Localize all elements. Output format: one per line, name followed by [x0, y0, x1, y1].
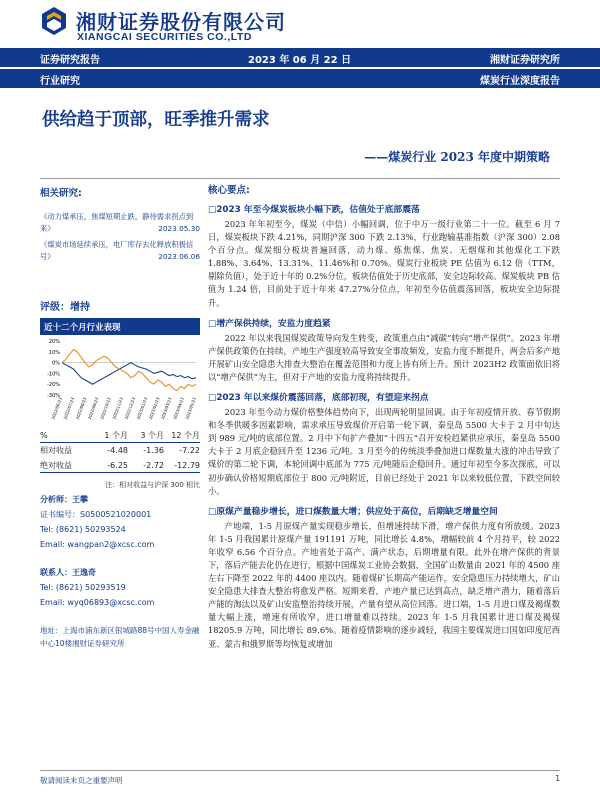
address: 地址：上海市浦东新区银城路88号中国人寿金融中心10楼湘财证券研究所 [40, 626, 200, 648]
x-tick-label: 2023/05/23 [184, 396, 197, 421]
report-date: 2023 年 06 月 22 日 [248, 55, 352, 66]
x-tick-label: 2023/01/23 [135, 396, 149, 421]
footer-disclaimer[interactable]: 敬请阅读末页之重要声明 [40, 776, 123, 785]
report-type: 证券研究报告 [40, 55, 100, 66]
performance-line-chart [40, 337, 200, 427]
x-tick-label: 2022/08/23 [74, 396, 88, 421]
section-heading: □ 增产保供持续，安监力度趋紧 [208, 316, 560, 329]
related-item[interactable]: 《煤炭市场延续承压，电厂库存去化释放积极信号》 2023.06.06 [40, 240, 200, 261]
analyst-cert: 证书编号：S0500521020001 [40, 510, 152, 519]
industry-label: 行业研究 [40, 76, 80, 87]
contact-block [40, 565, 154, 610]
header-bar-top [0, 48, 600, 67]
y-tick-label: -30% [47, 393, 60, 399]
x-tick-label: 2022/07/23 [62, 396, 76, 421]
x-tick-label: 2022/06/23 [50, 396, 63, 421]
y-tick-label: -10% [47, 371, 60, 378]
x-tick-label: 2023/02/23 [147, 396, 161, 421]
table-row: 绝对收益 -6.25 -2.72 -12.79 [40, 458, 200, 473]
brand-name-en: XIANGCAI SECURITIES CO.,LTD [77, 31, 252, 43]
x-tick-label: 2022/11/23 [111, 396, 124, 421]
header-bar-bottom [0, 69, 600, 88]
series-line-1 [62, 350, 196, 391]
chart-title: 近十二个月行业表现 [40, 318, 200, 335]
section-body: 2023 年至今动力煤价格整体趋势向下，出现两轮明显回调。由于年初疫情开放、春节假期和冬季供暖多因素影响，需求承压导致煤价开启第一轮下调，秦皇岛 5500 大卡于 2 月中旬达到 989 元/吨的底部位置。2 月中下旬扩产叠加“十四五”召开安检趋紧供应承压，秦皇岛 5500 大卡于 2 月底企稳回升至 1236 元/吨。3 月至今的传统淡季叠加进口煤数量大涨的冲击导致了煤价的第二轮下调，本轮回调中底部为 775 元/吨随后企稳回升。通过年初至今多次探底，可以初步确认价格短期底部位于 800 元/吨附近，目前已经处于 2021 年以来较低位置，下跌空间较小。 [208, 407, 560, 496]
section-body: 2022 年以来我国煤炭政策导向发生转变，政策重点由“减碳”转向“增产保供”。2023 年增产保供政策仍在持续，产地生产强度较高导致安全事故频发，安监力度不断提升，两会后多产地开展矿山安全隐患大排查大整治在覆盖范围和力度上皆有所上升。预计 2023H2 政策面依旧将以“增产保供”为主，但对于产地的安监力度将持续提升。 [208, 332, 560, 382]
table-header-row: % 1 个月 3 个月 12 个月 [40, 428, 200, 443]
report-title: 供给趋于顶部，旺季推升需求 [42, 110, 270, 130]
xiangcai-logo-icon [40, 6, 68, 36]
section-body: 产地端，1-5 月原煤产量实现稳步增长，但增速持续下滑，增产保供力度有所放缓。2023 年 1-5 月我国累计原煤产量 191191 万吨，同比增长 4.8%，增幅较前 4 个月持平，较 2022 年收窄 6.56 个百分点。产地省处于高产、满产状态，后期增量有限。此外在增产保供的背景下，落后产能去化仍在进行，根据中国煤炭工业协会数据，全国矿山数量由 2021 年的 4500 座左右下降至 2022 年的 4400 座以内。随着煤矿长期高产能运作，安全隐患压力持续增大，矿山安全隐患大排查大整治将愈发严格。短期来看，产地产量已达到高点，缺乏增产潜力，随着落后产能的淘汰以及矿山安监整治持续开展，产量有望从高位回落。进口端，1-5 月进口煤及褐煤数量大幅上涨，增速有所收窄，进口增量难以持续。2023 年 1-5 月我国累计进口煤及褐煤 18205.9 万吨，同比增长 89.6%。随着疫情影响的逐步减轻，我国主要煤炭进口国如印度尼西亚、蒙古和俄罗斯等均恢复或增加 [208, 520, 560, 649]
analyst-block [40, 492, 154, 552]
analyst-name: 分析师：王攀 [40, 495, 88, 504]
table-row: 相对收益 -4.48 -1.36 -7.22 [40, 446, 200, 455]
institute-name: 湘财证券研究所 [490, 55, 560, 66]
report-kind: 煤炭行业深度报告 [480, 76, 560, 87]
analyst-email[interactable]: Email: wangpan2@xcsc.com [40, 540, 155, 549]
x-tick-label: 2022/10/23 [99, 396, 112, 421]
report-subtitle: ——煤炭行业 2023 年度中期策略 [364, 150, 550, 164]
analyst-tel: Tel: (8621) 50293524 [40, 525, 126, 534]
section-heading: □ 2023 年至今煤炭板块小幅下跌，估值处于底部震荡 [208, 202, 560, 215]
related-item[interactable]: 《动力煤承压，焦煤短期止跌，静待需求拐点到来》 2023.05.30 [40, 212, 200, 233]
key-points-heading: 核心要点: [208, 185, 250, 196]
series-line-0 [62, 363, 196, 385]
table-note: 注：相对收益与沪深 300 相比 [105, 481, 200, 489]
section-body: 2023 年年初至今，煤炭（中信）小幅回调，位于中万一级行业第二十一位。截至 6 月 7 日，煤炭板块下跌 4.21%，同期沪深 300 下跌 2.13%，行业跑输基准指数（沪深 300）2.08 个百分点。煤炭细分板块普遍回落，动力煤、炼焦煤、焦炭、无烟煤和其他煤化工下跌 1.88%、3.64%、13.31%、11.46%和 0.70%。煤炭行业板块 PE 估值为 6.12 倍（TTM，剔除负值），处于近十年的 0.2%分位，板块估值处于历史底部，安全边际较高。煤炭板块 PB 估值为 1.24 倍，目前处于近十年来 47.27%分位点，年初至今估值震荡回落，板块安全边际提升。 [208, 219, 560, 308]
x-tick-label: 2023/03/23 [159, 396, 173, 421]
y-tick-label: 0% [52, 360, 60, 367]
related-research [40, 185, 200, 263]
contact-tel: Tel: (8621) 50293519 [40, 583, 126, 592]
x-tick-label: 2022/09/23 [86, 396, 100, 421]
contact-email[interactable]: Email: wyq06893@xcsc.com [40, 598, 155, 607]
footer-divider [40, 770, 560, 771]
x-tick-label: 2023/04/23 [172, 396, 185, 421]
y-tick-label: 10% [48, 349, 60, 356]
x-tick-label: 2022/12/23 [123, 396, 137, 421]
rating-label: 评级：增持 [40, 302, 90, 313]
contact-name: 联系人：王逸奇 [40, 568, 96, 577]
section-divider [40, 178, 560, 179]
section-heading: □ 原煤产量稳步增长，进口煤数量大增；供应处于高位，后期缺乏增量空间 [208, 504, 560, 517]
key-points [208, 182, 560, 716]
page-number: 1 [555, 774, 560, 783]
section-heading: □ 2023 年以来煤价震荡回落，底部初现，有望迎来拐点 [208, 390, 560, 403]
brand-name-cn: 湘财证券股份有限公司 [76, 10, 286, 34]
related-heading: 相关研究: [40, 188, 82, 199]
y-tick-label: 20% [48, 339, 60, 345]
performance-table [40, 428, 200, 473]
y-tick-label: -20% [47, 382, 60, 389]
